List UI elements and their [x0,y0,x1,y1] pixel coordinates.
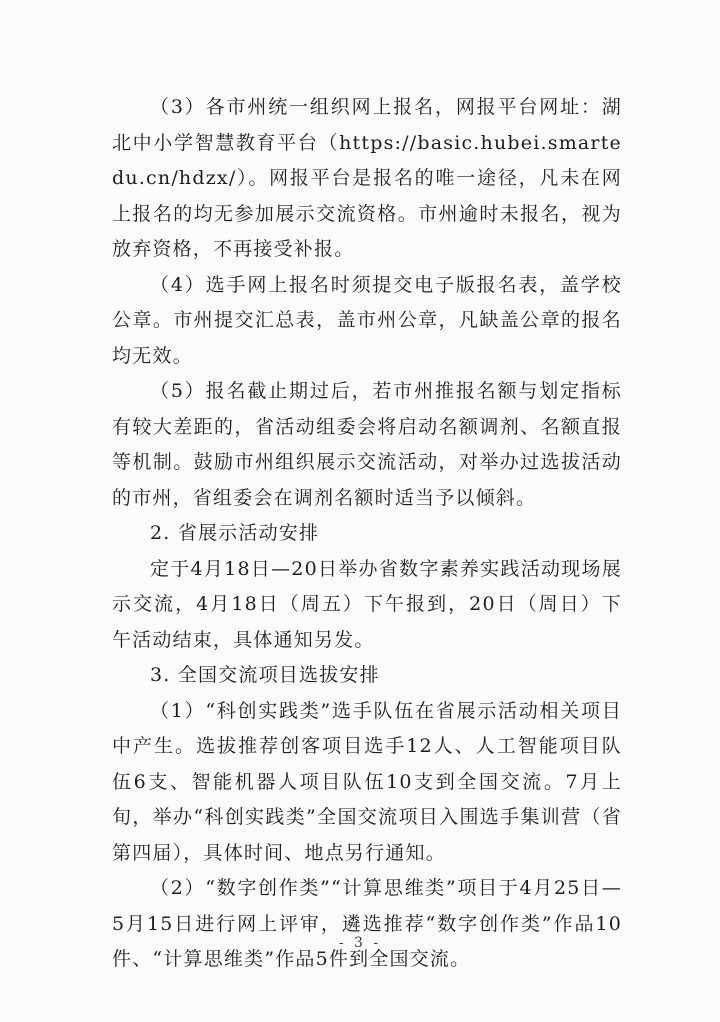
paragraph-registration-form: （4）选手网上报名时须提交电子版报名表，盖学校公章。市州提交汇总表，盖市州公章，凡缺盖公章的报名均无效。 [112,273,622,367]
document-body [112,90,622,978]
paragraph-quota-adjustment: （5）报名截止期过后，若市州推报名额与划定指标有较大差距的，省活动组委会将启动名额调剂、名额直报等机制。鼓励市州组织展示交流活动，对举办过选拔活动的市州，省组委会在调剂名额时适当予以倾斜。 [112,380,622,509]
paragraph-exhibition-schedule: 定于4月18日—20日举办省数字素养实践活动现场展示交流，4月18日（周五）下午报到，20日（周日）下午活动结束，具体通知另发。 [112,557,622,651]
paragraph-registration-platform: （3）各市州统一组织网上报名，网报平台网址：湖北中小学智慧教育平台（https://basic.hubei.smartedu.cn/hdzx/）。网报平台是报名的唯一途径，凡未在网上报名的均无参加展示交流资格。市州逾时未报名，视为放弃资格，不再接受补报。 [112,96,622,260]
paragraph-innovation-practice: （1）“科创实践类”选手队伍在省展示活动相关项目中产生。选拔推荐创客项目选手12人、人工智能项目队伍6支、智能机器人项目队伍10支到全国交流。7月上旬，举办“科创实践类”全国交流项目入围选手集训营（省第四届），具体时间、地点另行通知。 [112,699,622,864]
heading-national-selection: 3. 全国交流项目选拔安排 [150,664,380,686]
heading-provincial-exhibition: 2. 省展示活动安排 [150,522,320,544]
paragraph-online-review: （2）“数字创作类”“计算思维类”项目于4月25日—5月15日进行网上评审，遴选推荐“数字创作类”作品10件、“计算思维类”作品5件到全国交流。 [112,877,622,970]
page-number: - 3 - [338,935,382,951]
